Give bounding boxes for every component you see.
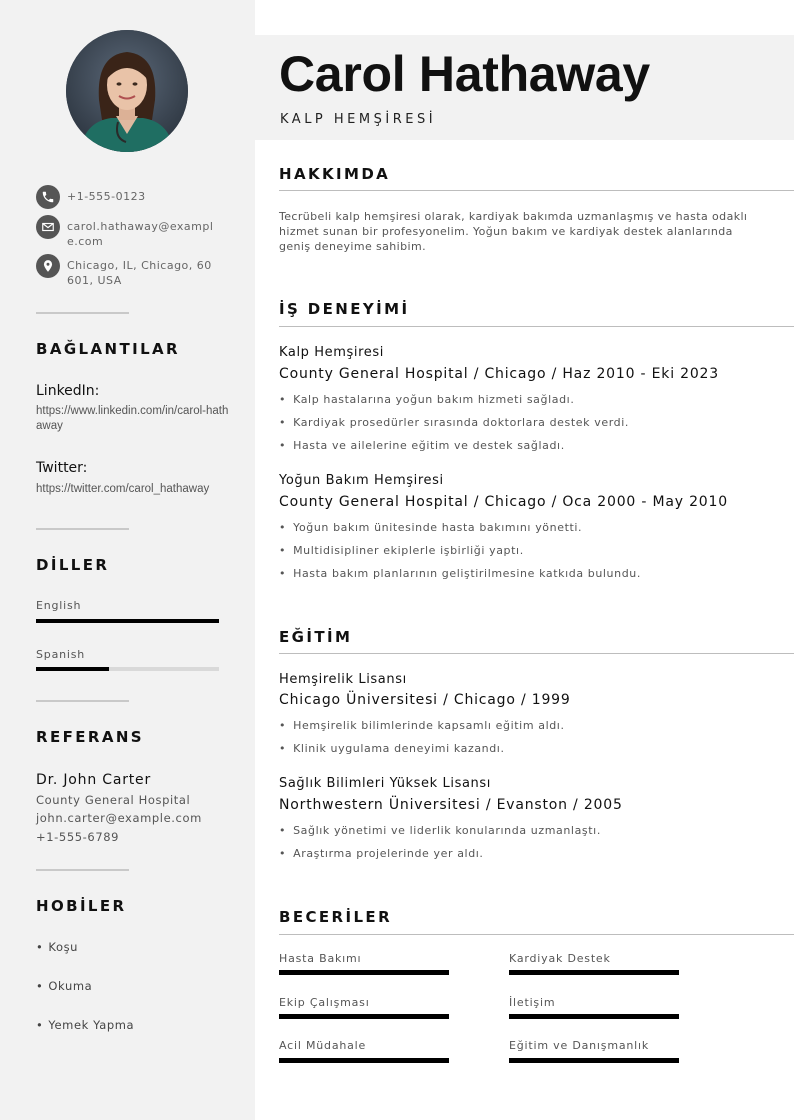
skill-name: Ekip Çalışması: [279, 996, 370, 1009]
phone-icon: [36, 185, 60, 209]
languages-heading: DİLLER: [36, 556, 110, 574]
sidebar-divider: [36, 869, 129, 871]
sidebar-divider: [36, 312, 129, 314]
job-bullet: • Hasta bakım planlarının geliştirilmesine katkıda bulundu.: [279, 567, 641, 580]
full-name: Carol Hathaway: [279, 46, 650, 102]
experience-heading: İŞ DENEYİMİ: [279, 300, 410, 318]
job-org: County General Hospital / Chicago / Haz 2010 - Eki 2023: [279, 366, 719, 382]
education-degree: Hemşirelik Lisansı: [279, 672, 407, 687]
language-level-fill: [36, 619, 219, 623]
job-bullet: • Yoğun bakım ünitesinde hasta bakımını yönetti.: [279, 521, 583, 534]
skill-name: Hasta Bakımı: [279, 952, 362, 965]
job-bullet: • Kardiyak prosedürler sırasında doktorlara destek verdi.: [279, 416, 629, 429]
skill-level-bar: [279, 1058, 449, 1063]
education-school: Northwestern Üniversitesi / Evanston / 2005: [279, 797, 623, 813]
education-school: Chicago Üniversitesi / Chicago / 1999: [279, 692, 571, 708]
section-rule: [279, 190, 794, 191]
education-bullet: • Klinik uygulama deneyimi kazandı.: [279, 742, 505, 755]
job-bullet: • Kalp hastalarına yoğun bakım hizmeti sağladı.: [279, 393, 575, 406]
contact-phone: [36, 185, 217, 209]
skill-level-fill: [279, 1058, 449, 1063]
job-bullet: • Hasta ve ailelerine eğitim ve destek sağladı.: [279, 439, 565, 452]
skill-level-bar: [509, 970, 679, 975]
skill-level-bar: [279, 970, 449, 975]
education-bullet: • Araştırma projelerinde yer aldı.: [279, 847, 484, 860]
job-org: County General Hospital / Chicago / Oca 2000 - May 2010: [279, 494, 728, 510]
portrait-image: [66, 30, 188, 152]
education-bullet: • Sağlık yönetimi ve liderlik konularında uzmanlaştı.: [279, 824, 601, 837]
reference-email[interactable]: john.carter@example.com: [36, 811, 202, 825]
sidebar-divider: [36, 528, 129, 530]
email-text[interactable]: carol.hathaway@example.com: [67, 220, 214, 248]
contact-address: [36, 254, 217, 288]
skill-level-fill: [279, 1014, 449, 1019]
job-role: Kalp Hemşiresi: [279, 345, 384, 360]
language-name: Spanish: [36, 648, 86, 661]
hobby-item: • Okuma: [36, 979, 93, 993]
education-degree: Sağlık Bilimleri Yüksek Lisansı: [279, 776, 491, 791]
skill-name: Kardiyak Destek: [509, 952, 611, 965]
linkedin-label: LinkedIn:: [36, 383, 100, 399]
education-bullet: • Hemşirelik bilimlerinde kapsamlı eğitim aldı.: [279, 719, 565, 732]
job-title: KALP HEMŞİRESİ: [280, 112, 437, 127]
references-heading: REFERANS: [36, 728, 145, 746]
language-level-fill: [36, 667, 109, 671]
contact-email: [36, 215, 217, 249]
links-heading: BAĞLANTILAR: [36, 340, 181, 358]
education-heading: EĞİTİM: [279, 628, 353, 646]
skill-level-bar: [509, 1058, 679, 1063]
about-heading: HAKKIMDA: [279, 165, 391, 183]
job-role: Yoğun Bakım Hemşiresi: [279, 473, 444, 488]
language-level-bar: [36, 667, 219, 671]
linkedin-link[interactable]: https://www.linkedin.com/in/carol-hathaway: [36, 405, 229, 432]
job-bullet: • Multidisipliner ekiplerle işbirliği yaptı.: [279, 544, 524, 557]
language-level-bar: [36, 619, 219, 623]
section-rule: [279, 326, 794, 327]
skill-level-bar: [509, 1014, 679, 1019]
reference-name: Dr. John Carter: [36, 772, 152, 788]
language-name: English: [36, 599, 82, 612]
section-rule: [279, 934, 794, 935]
skill-level-fill: [509, 970, 679, 975]
skill-name: Acil Müdahale: [279, 1039, 367, 1052]
phone-text: +1-555-0123: [67, 190, 146, 203]
section-rule: [279, 653, 794, 654]
skill-level-bar: [279, 1014, 449, 1019]
email-icon: [36, 215, 60, 239]
profile-photo: [66, 30, 188, 152]
reference-org: County General Hospital: [36, 793, 191, 807]
skill-level-fill: [279, 970, 449, 975]
sidebar-divider: [36, 700, 129, 702]
twitter-label: Twitter:: [36, 460, 88, 476]
twitter-link[interactable]: https://twitter.com/carol_hathaway: [36, 483, 210, 495]
skill-name: İletişim: [509, 996, 556, 1009]
skill-name: Eğitim ve Danışmanlık: [509, 1039, 650, 1052]
skill-level-fill: [509, 1058, 679, 1063]
hobby-item: • Yemek Yapma: [36, 1018, 135, 1032]
address-text: Chicago, IL, Chicago, 60601, USA: [67, 259, 212, 287]
reference-phone: +1-555-6789: [36, 830, 120, 844]
skills-heading: BECERİLER: [279, 908, 393, 926]
skill-level-fill: [509, 1014, 679, 1019]
hobbies-heading: HOBİLER: [36, 897, 127, 915]
location-pin-icon: [36, 254, 60, 278]
hobby-item: • Koşu: [36, 940, 79, 954]
about-text: Tecrübeli kalp hemşiresi olarak, kardiyak bakımda uzmanlaşmış ve hasta odaklı hizmet sunan bir profesyonelim. Yoğun bakım ve kardiyak destek alanlarında geniş deneyime sahibim.: [279, 210, 748, 253]
